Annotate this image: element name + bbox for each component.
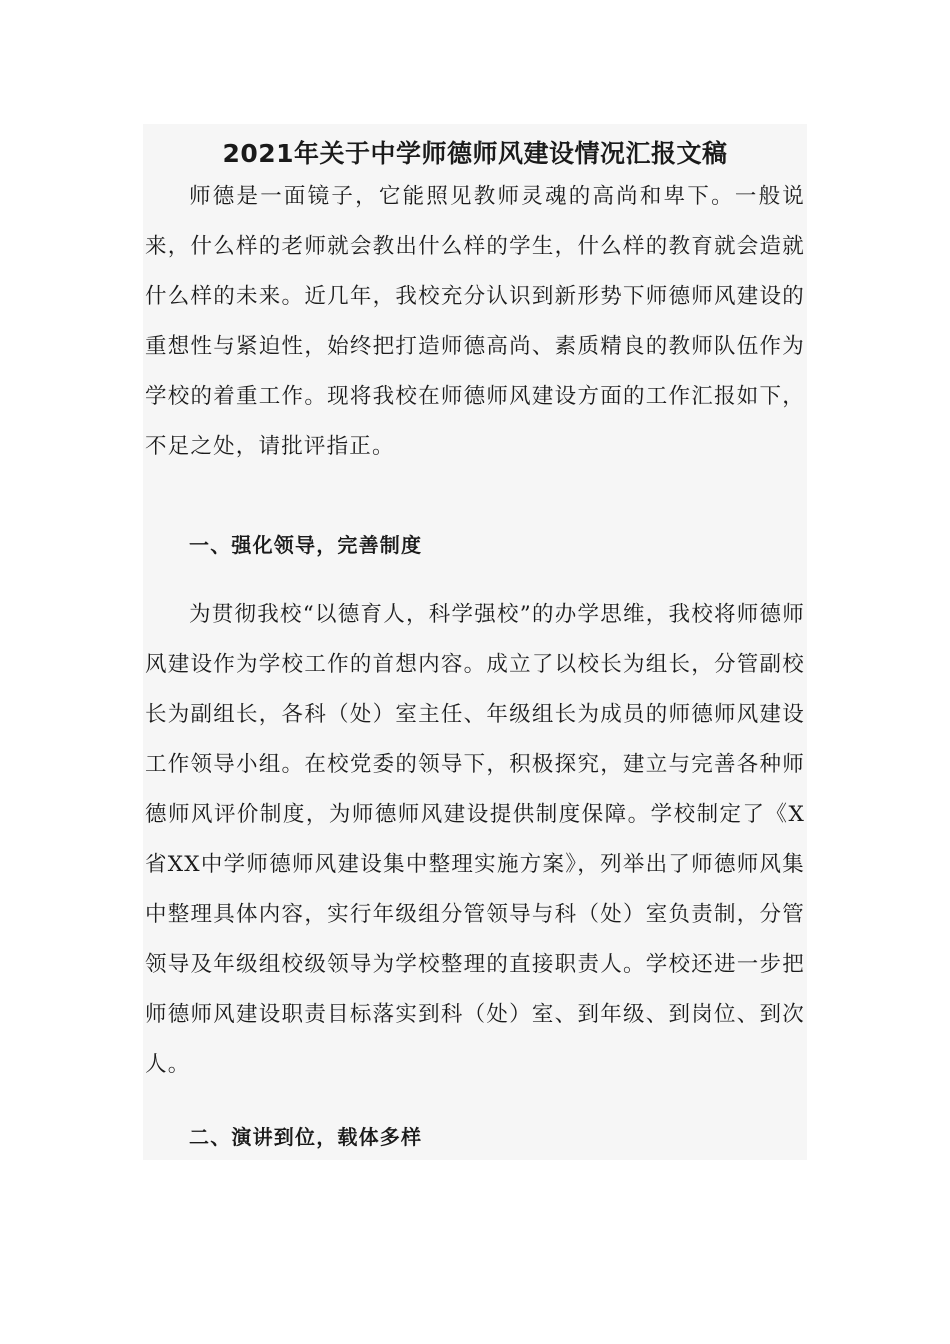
section-paragraph-1: 为贯彻我校“以德育人，科学强校”的办学思维，我校将师德师风建设作为学校工作的首想内容。成立了以校长为组长，分管副校长为副组长，各科（处）室主任、年级组长为成员的师德师风建设工作领导小组。在校党委的领导下，积极探究，建立与完善各种师德师风评价制度，为师德师风建设提供制度保障。学校制定了《X省XX中学师德师风建设集中整理实施方案》，列举出了师德师风集中整理具体内容，实行年级组分管领导与科（处）室负责制，分管领导及年级组校级领导为学校整理的直接职责人。学校还进一步把师德师风建设职责目标落实到科（处）室、到年级、到岗位、到次人。 [145, 602, 805, 1077]
section-heading-1: 一、强化领导，完善制度 [189, 533, 423, 557]
section-heading-2: 二、演讲到位，载体多样 [189, 1125, 423, 1149]
intro-paragraph: 师德是一面镜子，它能照见教师灵魂的高尚和卑下。一般说来，什么样的老师就会教出什么样的学生，什么样的教育就会造就什么样的未来。近几年，我校充分认识到新形势下师德师风建设的重想性与紧迫性，始终把打造师德高尚、素质精良的教师队伍作为学校的着重工作。现将我校在师德师风建设方面的工作汇报如下，不足之处，请批评指正。 [145, 184, 805, 459]
document-title: 2021年关于中学师德师风建设情况汇报文稿 [222, 139, 728, 168]
